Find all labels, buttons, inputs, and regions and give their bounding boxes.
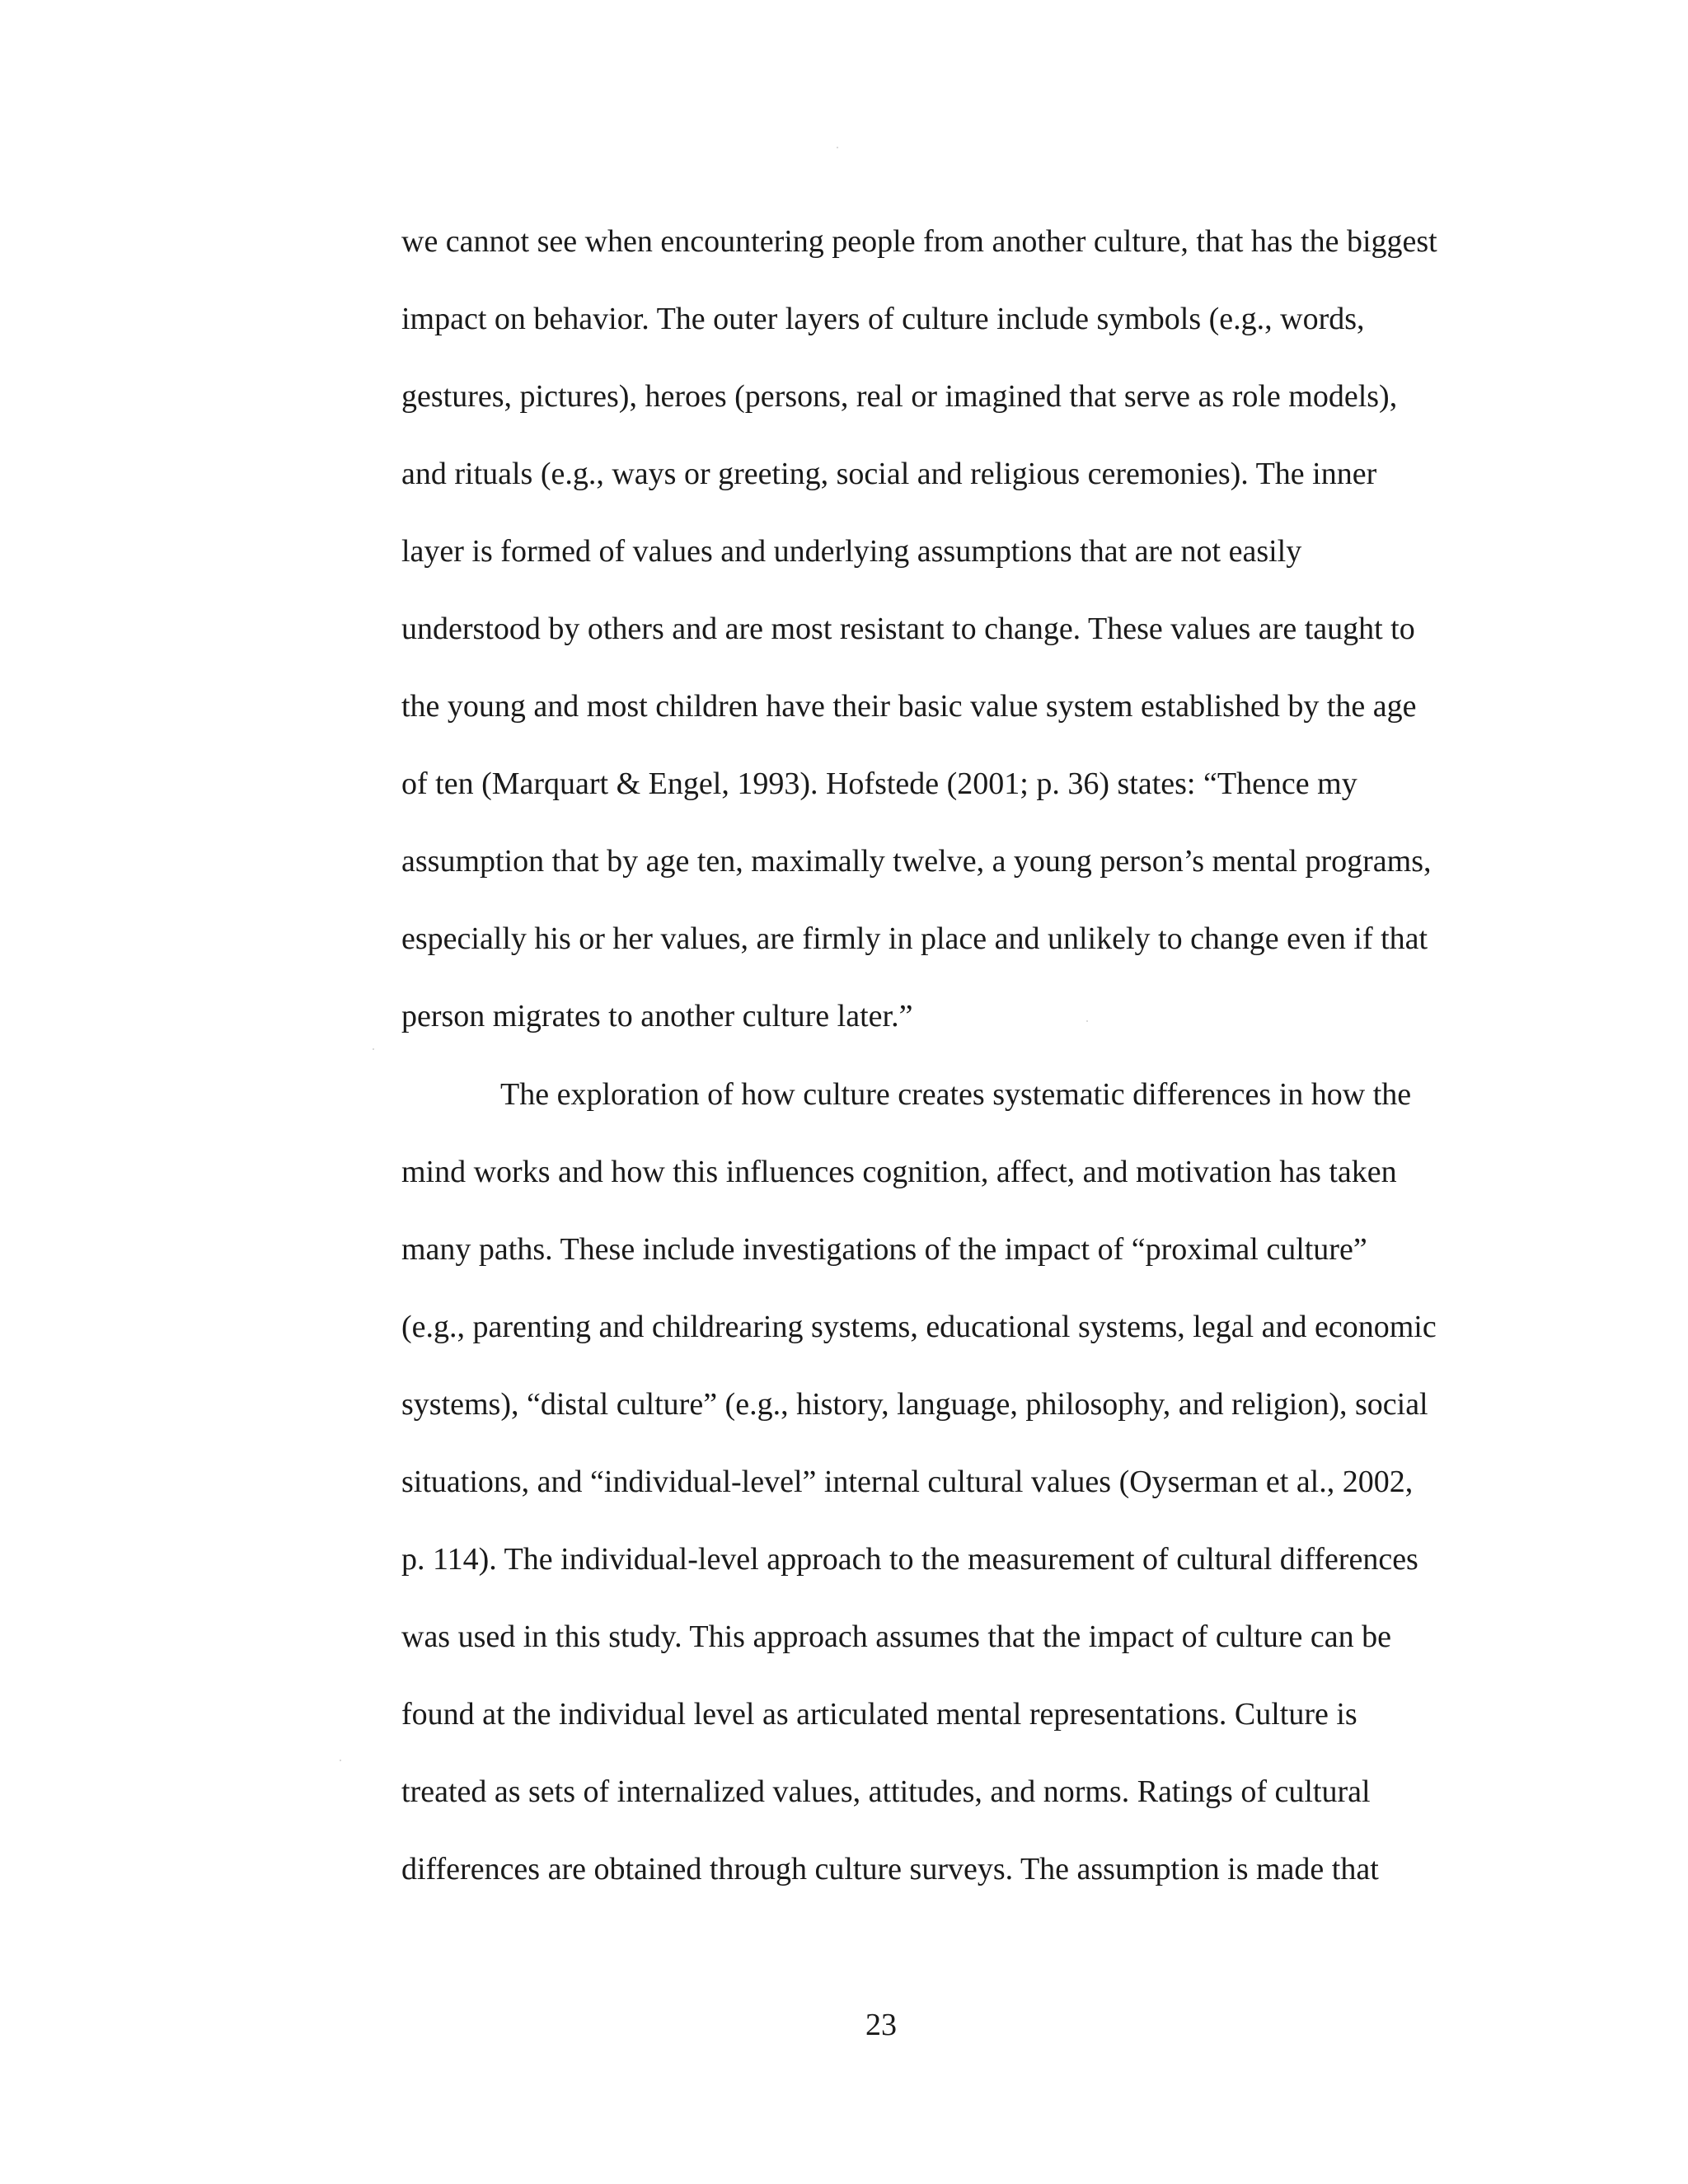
text-line: especially his or her values, are firmly in place and unlikely to change even if that bbox=[401, 921, 1428, 956]
scan-speck bbox=[1086, 1020, 1088, 1022]
text-line: and rituals (e.g., ways or greeting, social and religious ceremonies). The inner bbox=[401, 457, 1377, 491]
text-line: systems), “distal culture” (e.g., history, language, philosophy, and religion), social bbox=[401, 1387, 1428, 1422]
text-line: layer is formed of values and underlying assumptions that are not easily bbox=[401, 534, 1302, 569]
text-line: The exploration of how culture creates systematic differences in how the bbox=[500, 1077, 1412, 1112]
text-line: we cannot see when encountering people from another culture, that has the biggest bbox=[401, 224, 1437, 259]
text-line: many paths. These include investigations of the impact of “proximal culture” bbox=[401, 1232, 1367, 1267]
text-line: impact on behavior. The outer layers of culture include symbols (e.g., words, bbox=[401, 302, 1365, 336]
text-line: of ten (Marquart & Engel, 1993). Hofstede (2001; p. 36) states: “Thence my bbox=[401, 766, 1357, 801]
text-line: the young and most children have their basic value system established by the age bbox=[401, 689, 1417, 724]
text-line: p. 114). The individual-level approach to the measurement of cultural differences bbox=[401, 1542, 1418, 1577]
text-line: assumption that by age ten, maximally twelve, a young person’s mental programs, bbox=[401, 844, 1432, 879]
text-line: (e.g., parenting and childrearing systems, educational systems, legal and economic bbox=[401, 1310, 1437, 1344]
text-line: person migrates to another culture later.” bbox=[401, 999, 913, 1033]
text-line: mind works and how this influences cognition, affect, and motivation has taken bbox=[401, 1155, 1397, 1189]
scan-speck bbox=[837, 147, 838, 148]
scan-speck bbox=[373, 1048, 374, 1050]
text-line: differences are obtained through culture surveys. The assumption is made that bbox=[401, 1852, 1379, 1886]
text-line: gestures, pictures), heroes (persons, real or imagined that serve as role models), bbox=[401, 379, 1398, 414]
text-line: found at the individual level as articulated mental representations. Culture is bbox=[401, 1697, 1357, 1732]
text-line: was used in this study. This approach assumes that the impact of culture can be bbox=[401, 1619, 1391, 1654]
page-number: 23 bbox=[865, 2008, 897, 2042]
text-line: understood by others and are most resistant to change. These values are taught to bbox=[401, 612, 1415, 646]
scan-speck bbox=[340, 1760, 341, 1761]
text-line: treated as sets of internalized values, attitudes, and norms. Ratings of cultural bbox=[401, 1774, 1371, 1809]
text-line: situations, and “individual-level” internal cultural values (Oyserman et al., 2002, bbox=[401, 1465, 1414, 1499]
